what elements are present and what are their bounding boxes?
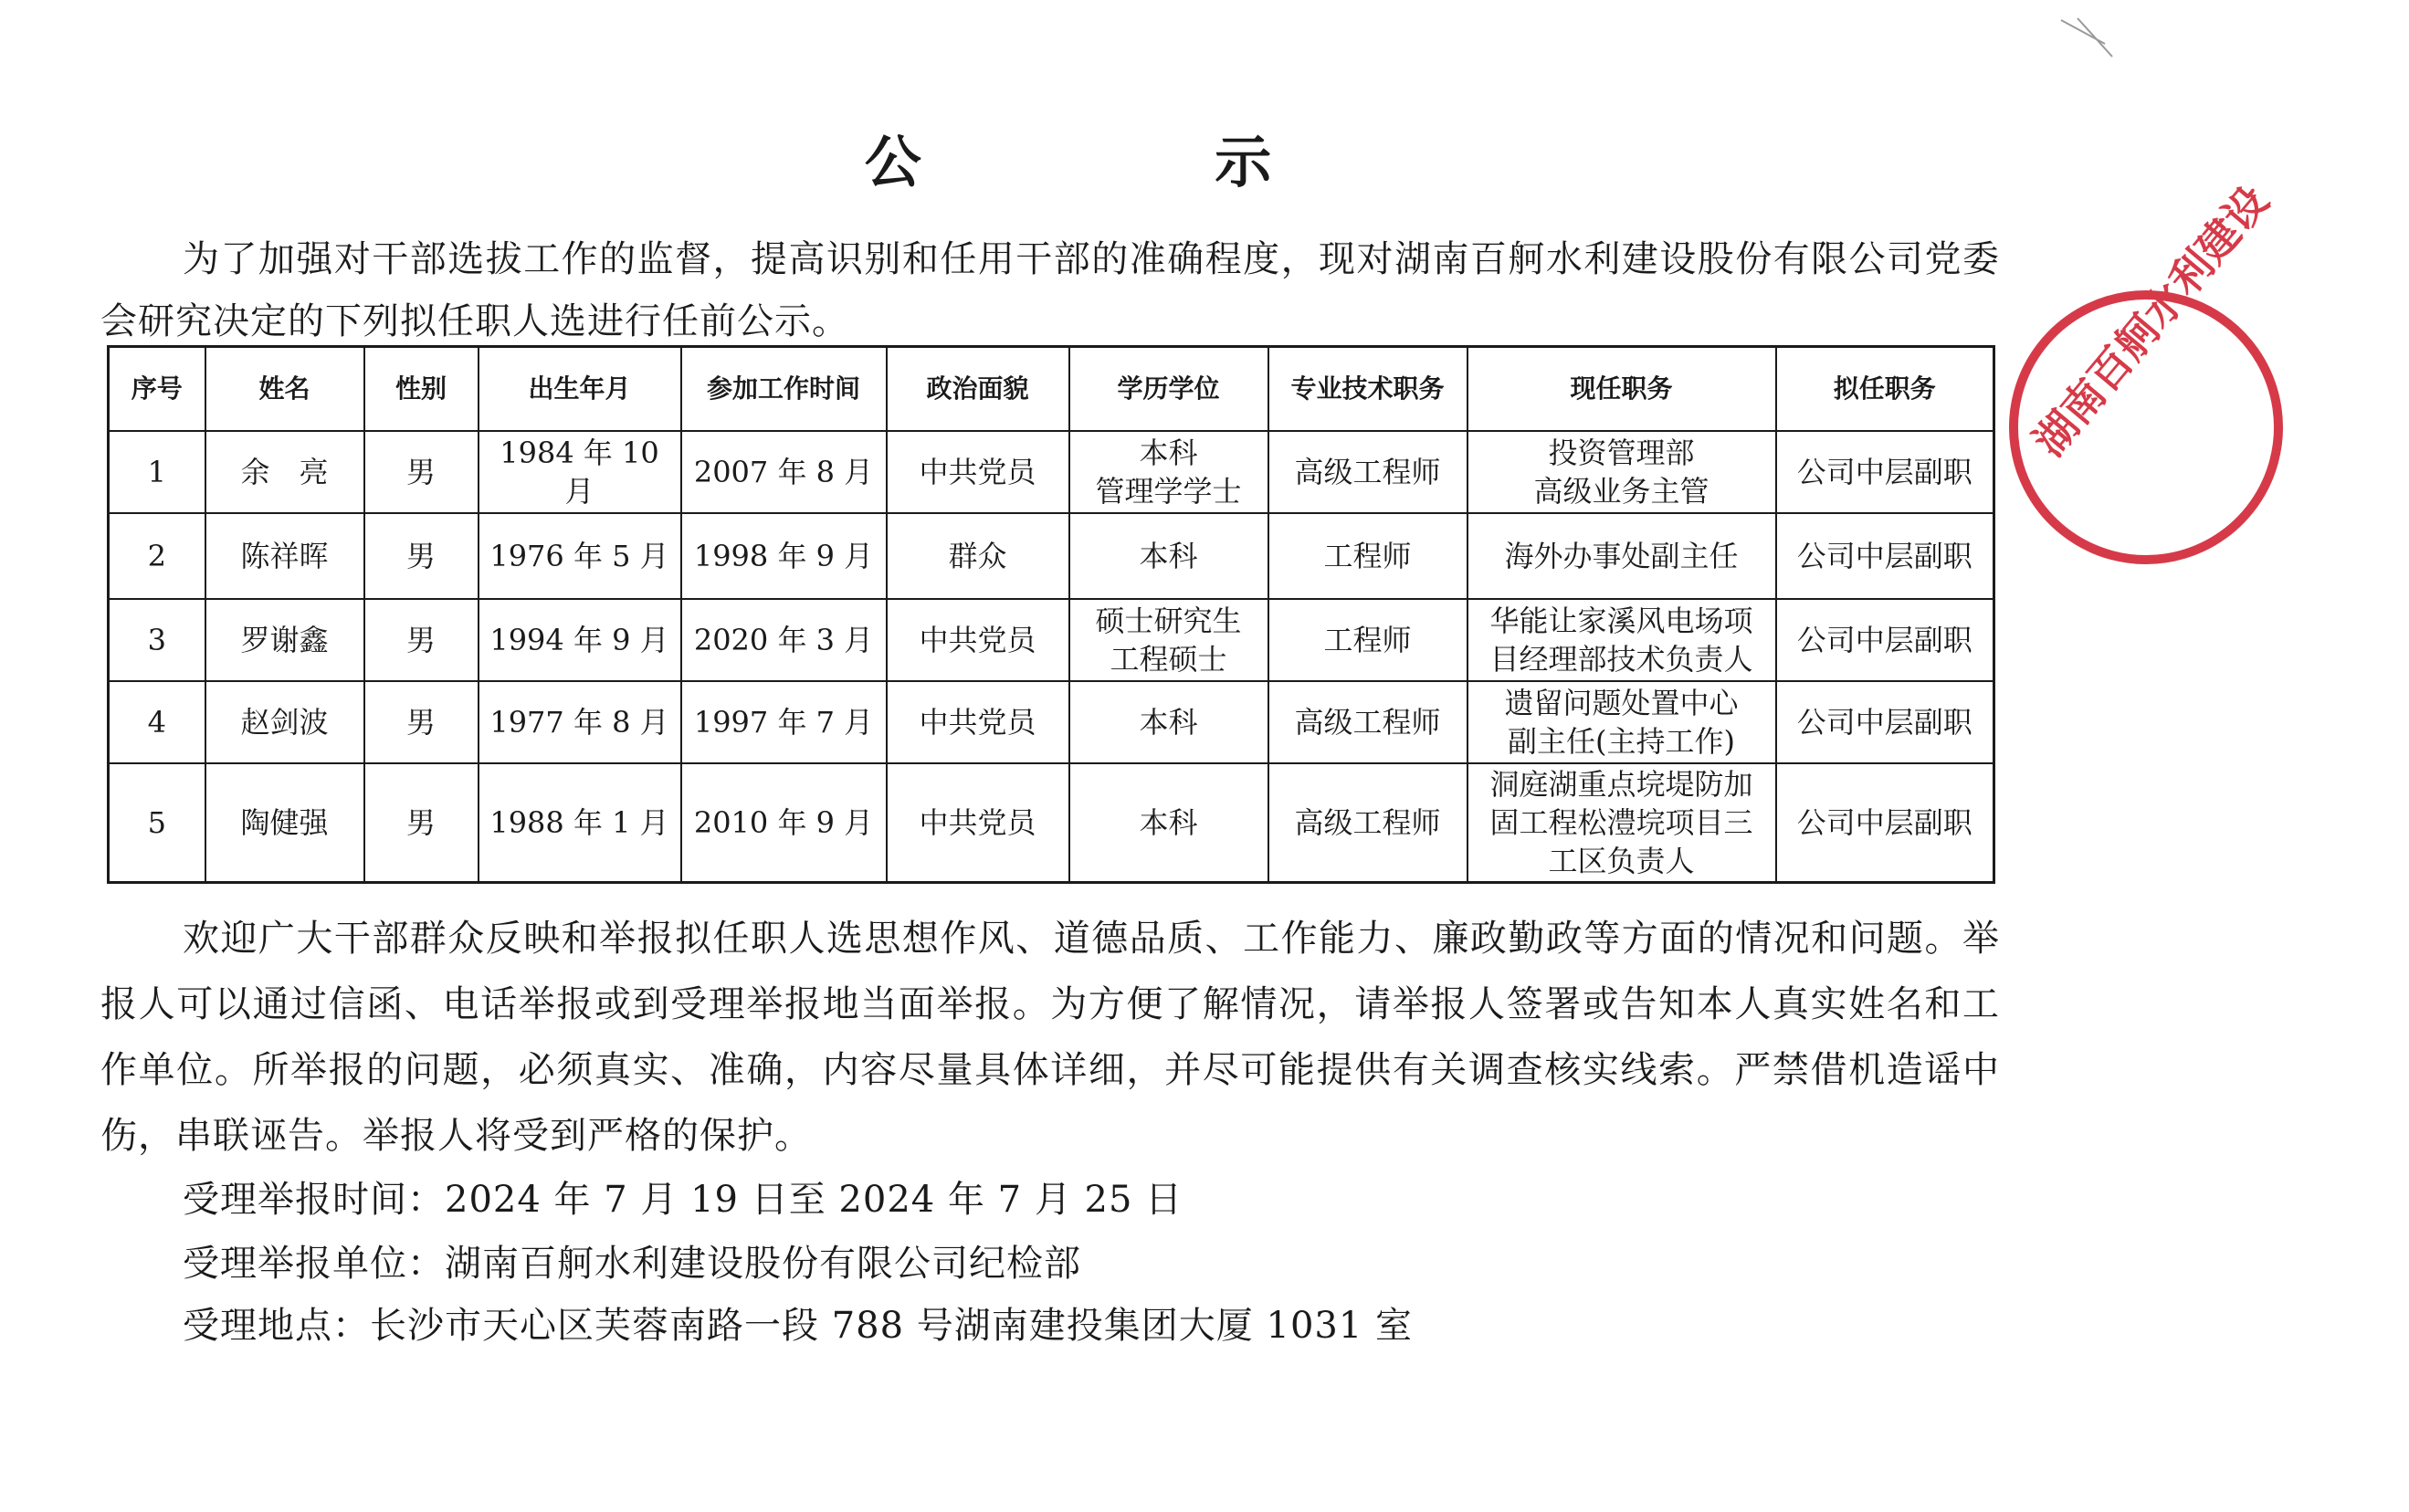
cell-proposed: 公司中层副职 bbox=[1776, 599, 1994, 681]
cell-title: 工程师 bbox=[1268, 513, 1467, 599]
cell-gender: 男 bbox=[364, 681, 479, 763]
education-line: 管理学学士 bbox=[1095, 474, 1242, 509]
cell-name: 陈祥晖 bbox=[205, 513, 364, 599]
cell-work-start: 1997 年 7 月 bbox=[681, 681, 887, 763]
current-line: 副主任(主持工作) bbox=[1508, 724, 1735, 759]
cell-birth: 1977 年 8 月 bbox=[479, 681, 681, 763]
body-paragraph: 欢迎广大干部群众反映和举报拟任职人选思想作风、道德品质、工作能力、廉政勤政等方面的情况和问题。举报人可以通过信函、电话举报或到受理举报地当面举报。为方便了解情况，请举报人签署或告知本人真实姓名和工作单位。所举报的问题，必须真实、准确，内容尽量具体详细，并尽可能提供有关调查核实线索。严禁借机造谣中伤，串联诬告。举报人将受到严格的保护。 bbox=[100, 918, 2000, 1157]
cell-no: 1 bbox=[109, 431, 205, 513]
header-current: 现任职务 bbox=[1467, 347, 1776, 432]
current-line: 高级业务主管 bbox=[1533, 474, 1709, 509]
table-row bbox=[109, 431, 1994, 513]
cell-gender: 男 bbox=[364, 763, 479, 883]
cell-no: 5 bbox=[109, 763, 205, 883]
cell-name: 陶健强 bbox=[205, 763, 364, 883]
seal-text: 湖南百舸水利建设 bbox=[2024, 176, 2278, 466]
cell-name: 赵剑波 bbox=[205, 681, 364, 763]
header-no: 序号 bbox=[109, 347, 205, 432]
cell-political: 中共党员 bbox=[887, 431, 1069, 513]
cell-education bbox=[1069, 431, 1268, 513]
cell-current bbox=[1467, 431, 1776, 513]
cell-current: 海外办事处副主任 bbox=[1467, 513, 1776, 599]
cell-work-start: 2007 年 8 月 bbox=[681, 431, 887, 513]
header-work-start: 参加工作时间 bbox=[681, 347, 887, 432]
cell-proposed: 公司中层副职 bbox=[1776, 513, 1994, 599]
cell-political: 中共党员 bbox=[887, 681, 1069, 763]
cell-political: 中共党员 bbox=[887, 599, 1069, 681]
cell-proposed: 公司中层副职 bbox=[1776, 431, 1994, 513]
table-row bbox=[109, 599, 1994, 681]
candidates-table bbox=[107, 345, 1995, 884]
current-line: 华能让家溪风电场项 bbox=[1489, 604, 1753, 638]
company-seal bbox=[1959, 176, 2333, 614]
education-line: 工程硕士 bbox=[1110, 642, 1227, 677]
report-place: 受理地点：长沙市天心区芙蓉南路一段 788 号湖南建投集团大厦 1031 室 bbox=[183, 1305, 1414, 1347]
cell-title: 工程师 bbox=[1268, 599, 1467, 681]
cell-education bbox=[1069, 599, 1268, 681]
header-birth: 出生年月 bbox=[479, 347, 681, 432]
cell-birth: 1984 年 10 月 bbox=[479, 431, 681, 513]
table-row bbox=[109, 513, 1994, 599]
current-line: 投资管理部 bbox=[1548, 436, 1695, 470]
cell-title: 高级工程师 bbox=[1268, 681, 1467, 763]
cell-work-start: 2020 年 3 月 bbox=[681, 599, 887, 681]
current-line: 目经理部技术负责人 bbox=[1489, 642, 1753, 677]
cell-birth: 1994 年 9 月 bbox=[479, 599, 681, 681]
cell-education: 本科 bbox=[1069, 681, 1268, 763]
cell-no: 4 bbox=[109, 681, 205, 763]
current-line: 工区负责人 bbox=[1548, 844, 1695, 878]
current-line: 洞庭湖重点垸堤防加 bbox=[1489, 767, 1753, 802]
cell-political: 中共党员 bbox=[887, 763, 1069, 883]
cell-birth: 1976 年 5 月 bbox=[479, 513, 681, 599]
cell-title: 高级工程师 bbox=[1268, 431, 1467, 513]
current-line: 固工程松澧垸项目三 bbox=[1489, 805, 1753, 840]
current-line: 遗留问题处置中心 bbox=[1504, 686, 1739, 720]
cell-gender: 男 bbox=[364, 431, 479, 513]
scan-corner-mark bbox=[2059, 16, 2114, 62]
header-education: 学历学位 bbox=[1069, 347, 1268, 432]
education-line: 硕士研究生 bbox=[1095, 604, 1242, 638]
cell-title: 高级工程师 bbox=[1268, 763, 1467, 883]
cell-name: 余 亮 bbox=[205, 431, 364, 513]
table-row bbox=[109, 681, 1994, 763]
cell-gender: 男 bbox=[364, 599, 479, 681]
intro-paragraph: 为了加强对干部选拔工作的监督，提高识别和任用干部的准确程度，现对湖南百舸水利建设股份有限公司党委会研究决定的下列拟任职人选进行任前公示。 bbox=[100, 238, 2000, 342]
cell-name: 罗谢鑫 bbox=[205, 599, 364, 681]
cell-work-start: 2010 年 9 月 bbox=[681, 763, 887, 883]
cell-current bbox=[1467, 763, 1776, 883]
table-row bbox=[109, 763, 1994, 883]
cell-proposed: 公司中层副职 bbox=[1776, 681, 1994, 763]
cell-current bbox=[1467, 599, 1776, 681]
cell-work-start: 1998 年 9 月 bbox=[681, 513, 887, 599]
cell-education: 本科 bbox=[1069, 763, 1268, 883]
cell-education: 本科 bbox=[1069, 513, 1268, 599]
education-line: 本科 bbox=[1139, 436, 1198, 470]
cell-proposed: 公司中层副职 bbox=[1776, 763, 1994, 883]
header-gender: 性别 bbox=[364, 347, 479, 432]
report-time: 受理举报时间：2024 年 7 月 19 日至 2024 年 7 月 25 日 bbox=[183, 1179, 1183, 1221]
header-title: 专业技术职务 bbox=[1268, 347, 1467, 432]
cell-gender: 男 bbox=[364, 513, 479, 599]
cell-no: 2 bbox=[109, 513, 205, 599]
cell-current bbox=[1467, 681, 1776, 763]
header-proposed: 拟任职务 bbox=[1776, 347, 1994, 432]
table-header-row bbox=[109, 347, 1994, 432]
header-political: 政治面貌 bbox=[887, 347, 1069, 432]
report-unit: 受理举报单位：湖南百舸水利建设股份有限公司纪检部 bbox=[183, 1243, 1081, 1285]
cell-no: 3 bbox=[109, 599, 205, 681]
page-title: 公 示 bbox=[864, 129, 1409, 195]
header-name: 姓名 bbox=[205, 347, 364, 432]
cell-political: 群众 bbox=[887, 513, 1069, 599]
cell-birth: 1988 年 1 月 bbox=[479, 763, 681, 883]
